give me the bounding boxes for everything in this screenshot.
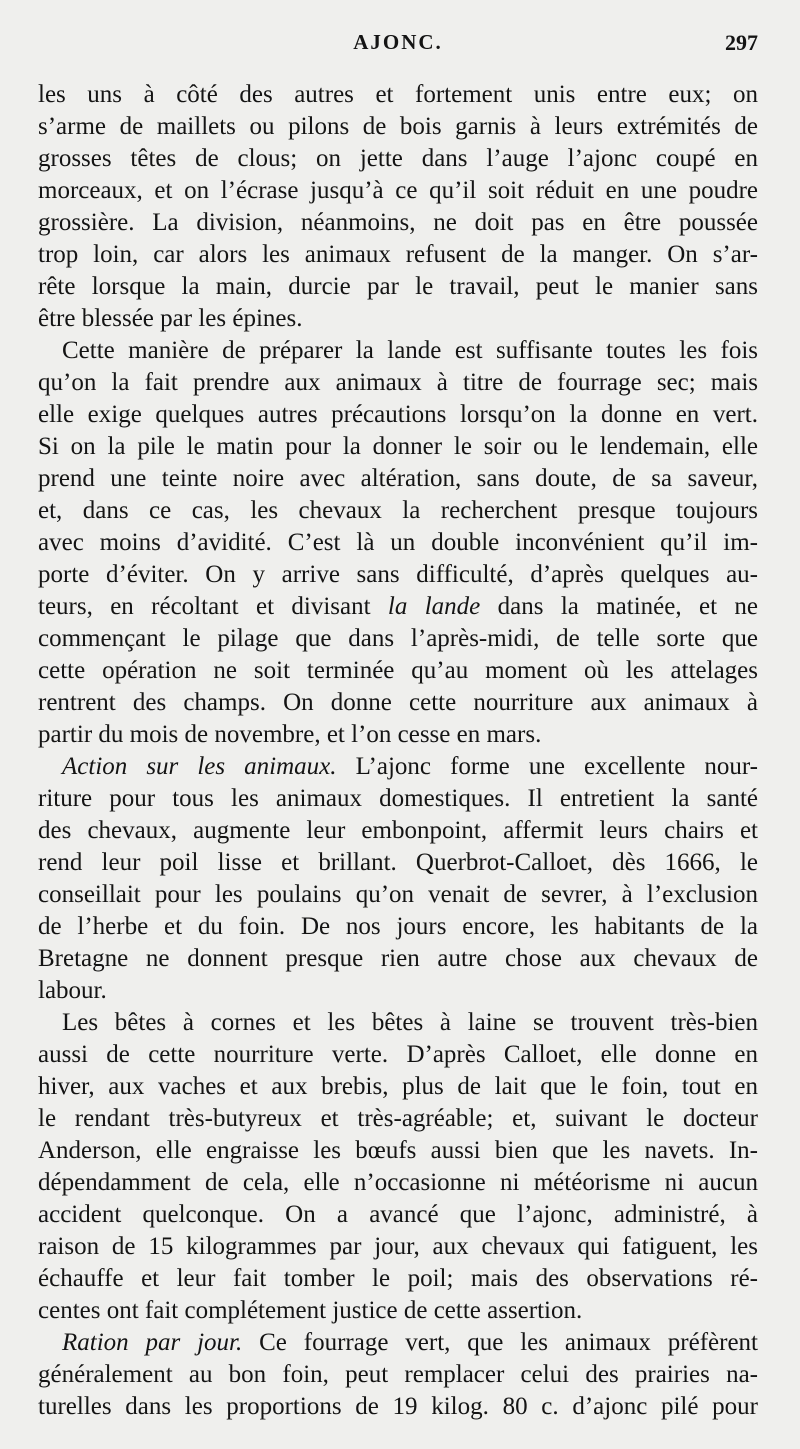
text-line: raison de 15 kilogrammes par jour, aux chevaux qui fatiguent, les <box>38 1233 758 1260</box>
page-header <box>38 30 758 64</box>
text-line: trop loin, car alors les animaux refusent de la manger. On s’ar- <box>38 241 758 268</box>
text-line: avec moins d’avidité. C’est là un double inconvénient qu’il im- <box>38 529 758 556</box>
text-line: accident quelconque. On a avancé que l’ajonc, administré, à <box>38 1201 758 1228</box>
text-line: aussi de cette nourriture verte. D’après Calloet, elle donne en <box>38 1041 758 1068</box>
text-line: généralement au bon foin, peut remplacer celui des prairies na- <box>38 1361 758 1388</box>
text-line: Anderson, elle engraisse les bœufs aussi bien que les navets. In- <box>38 1137 758 1164</box>
text-line: labour. <box>38 977 107 1004</box>
text-line: le rendant très-butyreux et très-agréable; et, suivant le docteur <box>38 1105 758 1132</box>
text-line: prend une teinte noire avec altération, sans doute, de sa saveur, <box>38 465 758 492</box>
text-line: Cette manière de préparer la lande est suffisante toutes les fois <box>62 337 758 364</box>
text-line: Si on la pile le matin pour la donner le soir ou le lendemain, elle <box>38 433 758 460</box>
text-line: turelles dans les proportions de 19 kilog. 80 c. d’ajonc pilé pour <box>38 1393 758 1420</box>
text-line: et, dans ce cas, les chevaux la recherchent presque toujours <box>38 497 758 524</box>
text-line: rête lorsque la main, durcie par le travail, peut le manier sans <box>38 273 758 300</box>
text-line: dépendamment de cela, elle n’occasionne ni météorisme ni aucun <box>38 1169 758 1196</box>
text-line: grosses têtes de clous; on jette dans l’auge l’ajonc coupé en <box>38 145 758 172</box>
text-line: riture pour tous les animaux domestiques. Il entretient la santé <box>38 785 758 812</box>
text-line: grossière. La division, néanmoins, ne doit pas en être poussée <box>38 209 758 236</box>
text-line: hiver, aux vaches et aux brebis, plus de lait que le foin, tout en <box>38 1073 758 1100</box>
text-line: cette opération ne soit terminée qu’au moment où les attelages <box>38 657 758 684</box>
text-line: rentrent des champs. On donne cette nourriture aux animaux à <box>38 689 758 716</box>
text-run: dans la matinée, et ne <box>480 593 758 620</box>
text-line: échauffe et leur fait tomber le poil; mais des observations ré- <box>38 1265 758 1292</box>
text-line: de l’herbe et du foin. De nos jours encore, les habitants de la <box>38 913 758 940</box>
text-line <box>38 751 758 783</box>
text-line: les uns à côté des autres et fortement unis entre eux; on <box>38 81 758 108</box>
text-line: commençant le pilage que dans l’après-midi, de telle sorte que <box>38 625 758 652</box>
text-line: être blessée par les épines. <box>38 305 303 332</box>
text-line <box>38 591 758 623</box>
italic-text: la lande <box>387 593 481 620</box>
text-run: L’ajonc forme une excellente nour- <box>336 753 758 780</box>
text-line: Bretagne ne donnent presque rien autre chose aux chevaux de <box>38 945 758 972</box>
text-line: centes ont fait complétement justice de cette assertion. <box>38 1297 583 1324</box>
page-number: 297 <box>725 30 758 55</box>
text-line: partir du mois de novembre, et l’on cesse en mars. <box>38 721 542 748</box>
italic-text: Ration par jour. <box>62 1329 243 1356</box>
text-line: conseillait pour les poulains qu’on venait de sevrer, à l’exclusion <box>38 881 758 908</box>
text-line: elle exige quelques autres précautions lorsqu’on la donne en vert. <box>38 401 758 428</box>
text-line: morceaux, et on l’écrase jusqu’à ce qu’il soit réduit en une poudre <box>38 177 758 204</box>
italic-text: Action sur les animaux. <box>62 753 337 780</box>
text-line: des chevaux, augmente leur embonpoint, affermit leurs chairs et <box>38 817 758 844</box>
text-run: Ce fourrage vert, que les animaux préfèrent <box>242 1329 758 1356</box>
text-line: s’arme de maillets ou pilons de bois garnis à leurs extrémités de <box>38 113 758 140</box>
text-line: porte d’éviter. On y arrive sans difficulté, d’après quelques au- <box>38 561 758 588</box>
text-line: Les bêtes à cornes et les bêtes à laine se trouvent très-bien <box>62 1009 758 1036</box>
running-title: AJONC. <box>353 30 443 54</box>
text-line: qu’on la fait prendre aux animaux à titre de fourrage sec; mais <box>38 369 758 396</box>
body-text <box>38 79 758 1423</box>
text-line: rend leur poil lisse et brillant. Querbrot-Calloet, dès 1666, le <box>38 849 758 876</box>
text-run: teurs, en récoltant et divisant <box>38 593 388 620</box>
text-line <box>38 1327 758 1359</box>
